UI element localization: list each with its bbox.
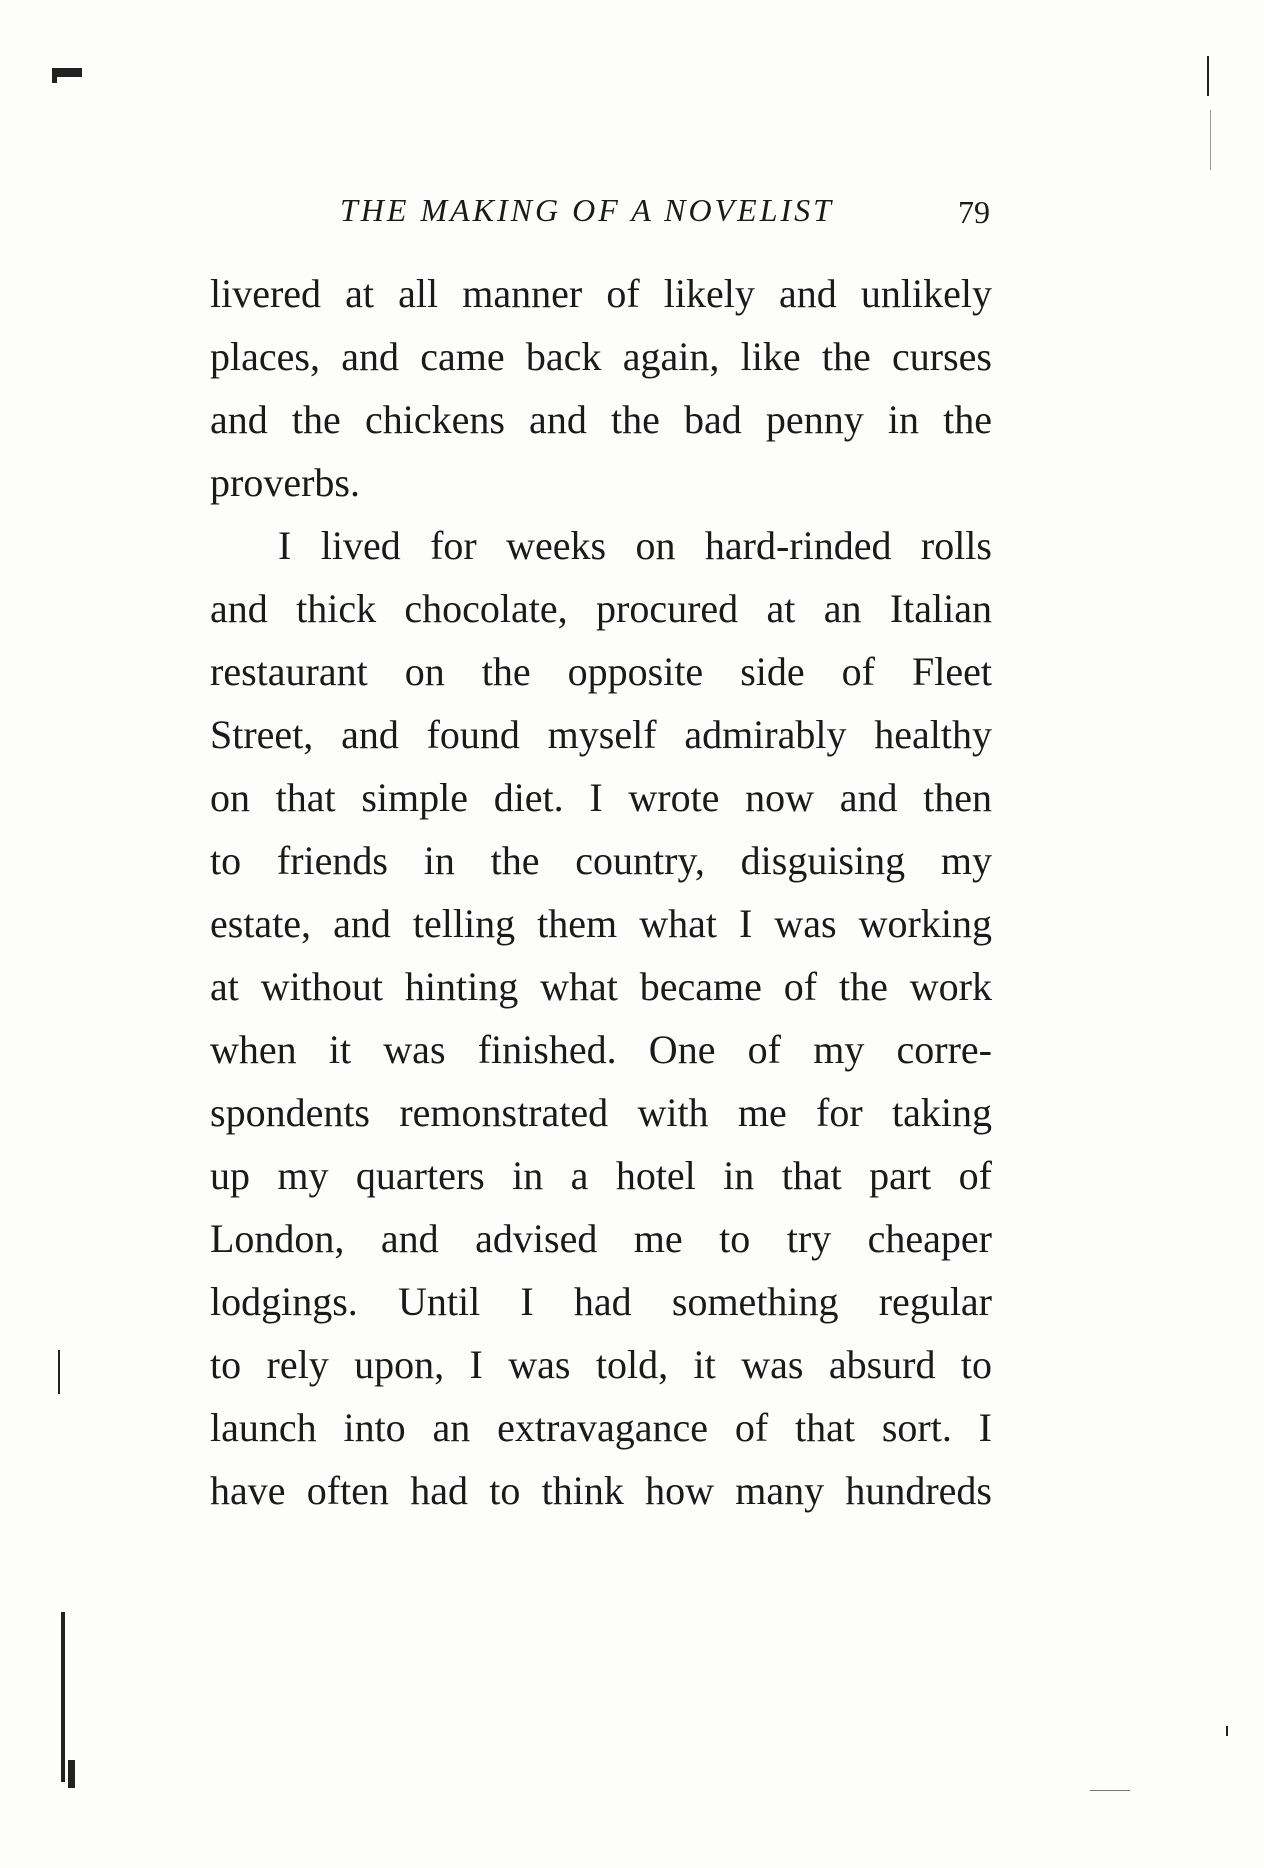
text-line: estate, and telling them what I was working: [210, 901, 992, 946]
scan-artifact-mark: [52, 75, 57, 83]
scan-artifact-mark: [1207, 56, 1209, 96]
text-line: lodgings. Until I had something regular: [210, 1279, 992, 1324]
body-text: [210, 262, 992, 1522]
running-title: THE MAKING OF A NOVELIST: [340, 192, 834, 228]
scan-artifact-mark: [68, 1760, 75, 1788]
text-line: and thick chocolate, procured at an Italian: [210, 586, 992, 631]
text-line: and the chickens and the bad penny in the: [210, 397, 992, 442]
scan-artifact-mark: [1090, 1790, 1130, 1791]
text-line: up my quarters in a hotel in that part of: [210, 1153, 992, 1198]
scan-artifact-mark: [58, 1350, 60, 1394]
text-line: at without hinting what became of the work: [210, 964, 992, 1009]
text-line: spondents remonstrated with me for taking: [210, 1090, 992, 1135]
text-line: Street, and found myself admirably healthy: [210, 712, 992, 757]
scan-artifact-binding-edge: [61, 1612, 65, 1782]
text-line: restaurant on the opposite side of Fleet: [210, 649, 992, 694]
scan-artifact-mark: [1226, 1726, 1228, 1736]
text-line: to rely upon, I was told, it was absurd to: [210, 1342, 992, 1387]
paragraph-first-line: I lived for weeks on hard-rinded rolls: [278, 523, 992, 568]
text-line: London, and advised me to try cheaper: [210, 1216, 992, 1261]
scan-artifact-mark: [1210, 110, 1211, 170]
text-line: to friends in the country, disguising my: [210, 838, 992, 883]
text-line: have often had to think how many hundreds: [210, 1468, 992, 1513]
text-line: proverbs.: [210, 460, 360, 505]
text-line: livered at all manner of likely and unlikely: [210, 271, 992, 316]
text-line: places, and came back again, like the curses: [210, 334, 992, 379]
page-number: 79: [958, 194, 990, 230]
running-head: [330, 192, 990, 236]
text-line: on that simple diet. I wrote now and then: [210, 775, 992, 820]
text-line: launch into an extravagance of that sort. I: [210, 1405, 992, 1450]
text-line: when it was finished. One of my corre-: [210, 1027, 992, 1072]
